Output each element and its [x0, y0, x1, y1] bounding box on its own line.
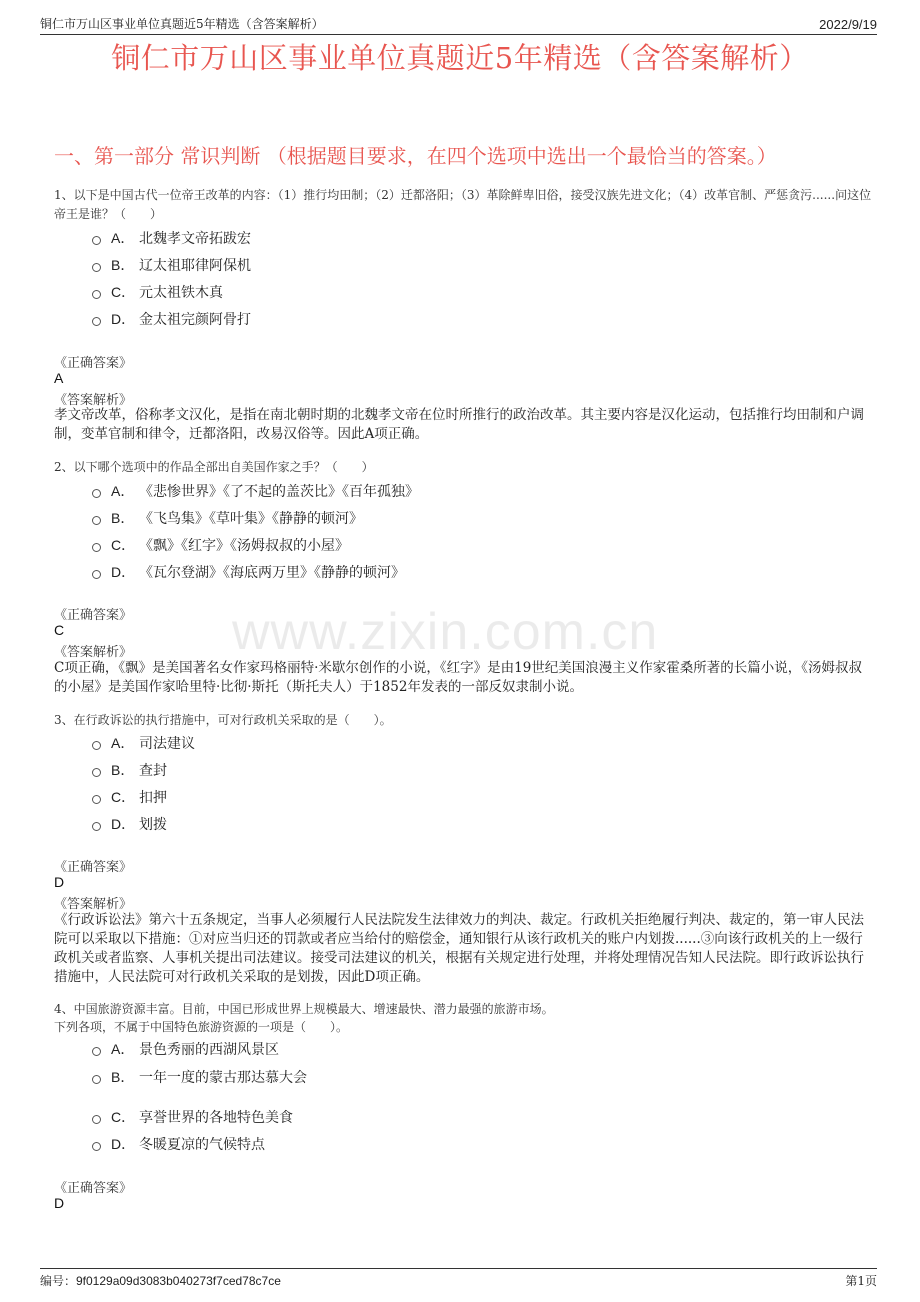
question-1-option-b[interactable]: B． 辽太祖耶律阿保机 [92, 253, 251, 277]
radio-icon[interactable] [92, 570, 101, 579]
radio-icon[interactable] [92, 263, 101, 272]
question-3-option-c[interactable]: C． 扣押 [92, 785, 167, 809]
header-date: 2022/9/19 [819, 17, 877, 32]
question-1-analysis: 孝文帝改革，俗称孝文汉化，是指在南北朝时期的北魏孝文帝在位时所推行的政治改革。其主要内容是汉化运动，包括推行均田制和户调制，变革官制和律令，迁都洛阳，改易汉俗等。因此A项正确。 [54, 407, 864, 442]
question-2-option-d[interactable]: D． 《瓦尔登湖》《海底两万里》《静静的顿河》 [92, 560, 405, 584]
radio-icon[interactable] [92, 1047, 101, 1056]
question-4-option-b[interactable]: B． 一年一度的蒙古那达慕大会 [92, 1065, 307, 1089]
question-2-stem: 2、以下哪个选项中的作品全部出自美国作家之手？（ ） [54, 460, 374, 474]
footer-page-number: 第1页 [845, 1274, 877, 1288]
question-4-option-c[interactable]: C． 享誉世界的各地特色美食 [92, 1105, 293, 1129]
question-3-analysis-label: 《答案解析》 [54, 897, 133, 912]
question-2-analysis-label: 《答案解析》 [54, 645, 133, 660]
question-2-answer-label: 《正确答案》 [54, 608, 133, 623]
question-2-answer: C [54, 622, 65, 638]
question-2-analysis: C项正确，《飘》是美国著名女作家玛格丽特·米歇尔创作的小说，《红字》是由19世纪美国浪漫主义作家霍桑所著的长篇小说，《汤姆叔叔的小屋》是美国作家哈里特·比彻·斯托（斯托夫人）于1852年发表的一部反奴隶制小说。 [54, 660, 863, 695]
document-title: 铜仁市万山区事业单位真题近5年精选（含答案解析） [111, 41, 809, 75]
radio-icon[interactable] [92, 1075, 101, 1084]
radio-icon[interactable] [92, 795, 101, 804]
radio-icon[interactable] [92, 1142, 101, 1151]
question-4-option-d[interactable]: D． 冬暖夏凉的气候特点 [92, 1132, 265, 1156]
question-3-option-d[interactable]: D． 划拨 [92, 812, 167, 836]
question-1-option-c[interactable]: C． 元太祖铁木真 [92, 280, 223, 304]
question-3-option-b[interactable]: B． 查封 [92, 758, 167, 782]
question-1-option-a[interactable]: A． 北魏孝文帝拓跋宏 [92, 226, 251, 250]
question-1-option-d[interactable]: D． 金太祖完颜阿骨打 [92, 307, 251, 331]
radio-icon[interactable] [92, 768, 101, 777]
question-4-stem-line-2: 下列各项，不属于中国特色旅游资源的一项是（ ）。 [54, 1020, 349, 1034]
question-1-answer: A [54, 370, 64, 386]
section-heading: 一、第一部分 常识判断 （根据题目要求，在四个选项中选出一个最恰当的答案。） [54, 144, 777, 168]
radio-icon[interactable] [92, 822, 101, 831]
question-4-stem: 4、中国旅游资源丰富。目前，中国已形成世界上规模最大、增速最快、潜力最强的旅游市场。 [54, 1002, 554, 1016]
radio-icon[interactable] [92, 317, 101, 326]
question-4-option-a[interactable]: A． 景色秀丽的西湖风景区 [92, 1037, 279, 1061]
radio-icon[interactable] [92, 1115, 101, 1124]
question-1-stem: 1、以下是中国古代一位帝王改革的内容：（1）推行均田制；（2）迁都洛阳；（3）革除鲜卑旧俗，接受汉族先进文化；（4）改革官制、严惩贪污......问这位帝王是谁？（ ） [54, 188, 872, 221]
radio-icon[interactable] [92, 236, 101, 245]
radio-icon[interactable] [92, 516, 101, 525]
question-2-option-b[interactable]: B． 《飞鸟集》《草叶集》《静静的顿河》 [92, 506, 363, 530]
radio-icon[interactable] [92, 741, 101, 750]
question-3-option-a[interactable]: A． 司法建议 [92, 731, 195, 755]
page-footer [40, 1268, 877, 1289]
question-3-analysis: 《行政诉讼法》第六十五条规定，当事人必须履行人民法院发生法律效力的判决、裁定。行政机关拒绝履行判决、裁定的，第一审人民法院可以采取以下措施：①对应当归还的罚款或者应当给付的赔偿金，通知银行从该行政机关的账户内划拨......③向该行政机关的上一级行政机关或者监察、人事机关提出司法建议。接受司法建议的机关，根据有关规定进行处理，并将处理情况告知人民法院。即行政诉讼执行措施中，人民法院可对行政机关采取的是划拨，因此D项正确。 [54, 912, 864, 985]
footer-code: 编号：9f0129a09d3083b040273f7ced78c7ce [40, 1274, 281, 1288]
radio-icon[interactable] [92, 489, 101, 498]
question-3-stem: 3、在行政诉讼的执行措施中，可对行政机关采取的是（ ）。 [54, 713, 392, 727]
question-2-option-a[interactable]: A． 《悲惨世界》《了不起的盖茨比》《百年孤独》 [92, 479, 419, 503]
page-header [40, 12, 877, 35]
radio-icon[interactable] [92, 290, 101, 299]
radio-icon[interactable] [92, 543, 101, 552]
watermark-text: www.zixin.com.cn [232, 603, 659, 661]
question-1-analysis-label: 《答案解析》 [54, 393, 133, 408]
question-4-answer: D [54, 1195, 65, 1211]
header-doc-name: 铜仁市万山区事业单位真题近5年精选（含答案解析） [40, 17, 324, 31]
question-2-option-c[interactable]: C． 《飘》《红字》《汤姆叔叔的小屋》 [92, 533, 349, 557]
question-3-answer: D [54, 874, 65, 890]
question-4-answer-label: 《正确答案》 [54, 1181, 133, 1196]
question-1-answer-label: 《正确答案》 [54, 356, 133, 371]
question-3-answer-label: 《正确答案》 [54, 860, 133, 875]
